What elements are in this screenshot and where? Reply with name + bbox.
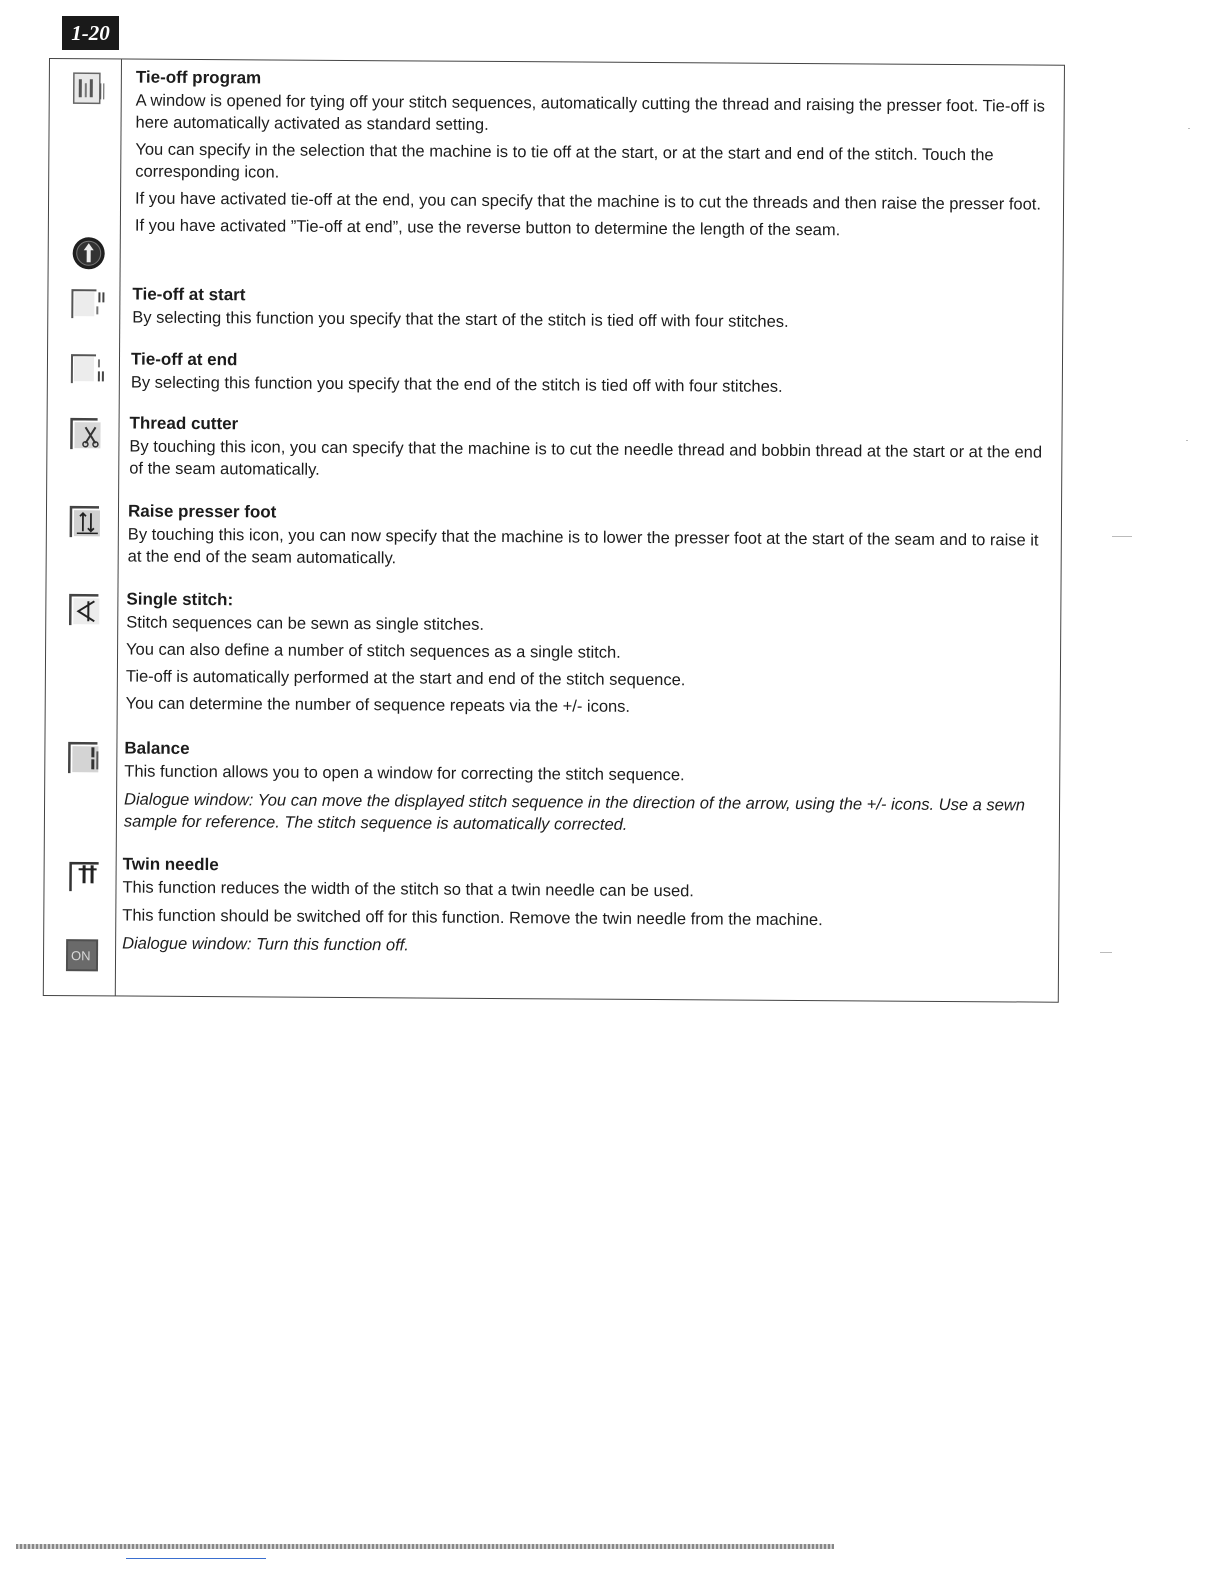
- section-paragraph: This function allows you to open a window for correcting the stitch sequence.: [124, 762, 685, 785]
- section-paragraph: Tie-off is automatically performed at the start and end of the stitch sequence.: [125, 667, 686, 690]
- section-title: Thread cutter: [129, 413, 239, 434]
- section-title: Tie-off at start: [132, 284, 246, 305]
- section-thread-cutter: [129, 413, 1049, 492]
- scan-speck: [1186, 440, 1188, 441]
- section-paragraph: You can specify in the selection that the machine is to tie off at the start, or at the start and end of the stitch. Touch the corresponding icon.: [135, 140, 994, 182]
- section-paragraph: You can determine the number of sequence repeats via the +/- icons.: [125, 694, 631, 716]
- column-divider: [115, 59, 122, 995]
- twin-needle-icon: [64, 855, 104, 895]
- section-paragraph: By touching this icon, you can now specify that the machine is to lower the presser foot at the start of the seam and to raise it at the end of the seam automatically.: [127, 525, 1039, 568]
- section-single-stitch: [126, 589, 1047, 726]
- scan-speck: [1100, 952, 1112, 953]
- scan-speck: [1112, 536, 1132, 537]
- section-paragraph: If you have activated ”Tie-off at end”, use the reverse button to determine the length of the seam.: [134, 216, 841, 240]
- scan-speck: [1188, 128, 1190, 129]
- section-title: Balance: [124, 738, 190, 758]
- section-tie-off-program: [135, 67, 1056, 248]
- section-paragraph: This function should be switched off for this function. Remove the twin needle from the machine.: [122, 906, 823, 930]
- section-paragraph: Dialogue window: You can move the displayed stitch sequence in the direction of the arrow, using the +/- icons. Use a sewn sample for reference. The stitch sequence is automatically corrected.: [123, 790, 1025, 834]
- section-paragraph: Dialogue window: Turn this function off.: [122, 934, 409, 955]
- scan-edge-line: [126, 1558, 266, 1559]
- section-paragraph: If you have activated tie-off at the end, you can specify that the machine is to cut the threads and then raise the presser foot.: [135, 189, 1042, 214]
- reverse-button-icon: [69, 233, 109, 273]
- section-paragraph: A window is opened for tying off your stitch sequences, automatically cutting the thread and raising the presser foot. Tie-off is here automatically activated as standard setting.: [135, 91, 1045, 134]
- scan-edge-bar: [16, 1544, 834, 1549]
- section-tie-off-end: [131, 349, 1051, 406]
- section-raise-presser-foot: [128, 501, 1048, 580]
- section-paragraph: You can also define a number of stitch sequences as a single stitch.: [126, 640, 621, 662]
- on-button-label: ON: [70, 948, 91, 964]
- tie-off-end-icon: [68, 349, 108, 389]
- thread-cutter-icon: [67, 413, 107, 453]
- section-title: Tie-off at end: [130, 349, 238, 370]
- section-title: Raise presser foot: [127, 501, 277, 522]
- tie-off-program-icon: [70, 69, 110, 109]
- section-tie-off-start: [132, 284, 1052, 341]
- content-frame: [43, 58, 1065, 1003]
- section-paragraph: By selecting this function you specify that the start of the stitch is tied off with four stitches.: [132, 308, 789, 331]
- section-paragraph: By touching this icon, you can specify that the machine is to cut the needle thread and bobbin thread at the start or at the end of the seam automatically.: [129, 437, 1043, 479]
- section-title: Twin needle: [122, 854, 219, 875]
- tie-off-start-icon: [68, 284, 108, 324]
- section-title: Tie-off program: [135, 67, 262, 88]
- section-balance: [124, 738, 1045, 845]
- balance-icon: [65, 737, 105, 777]
- page-number: 1-20: [62, 16, 119, 50]
- single-stitch-icon: [66, 589, 106, 629]
- on-button-icon: [62, 935, 102, 975]
- section-title: Single stitch:: [126, 589, 234, 610]
- section-paragraph: Stitch sequences can be sewn as single stitches.: [126, 613, 485, 634]
- raise-presser-foot-icon: [67, 501, 107, 541]
- section-paragraph: This function reduces the width of the stitch so that a twin needle can be used.: [122, 878, 694, 901]
- section-paragraph: By selecting this function you specify that the end of the stitch is tied off with four stitches.: [130, 373, 783, 396]
- section-twin-needle: [122, 854, 1043, 967]
